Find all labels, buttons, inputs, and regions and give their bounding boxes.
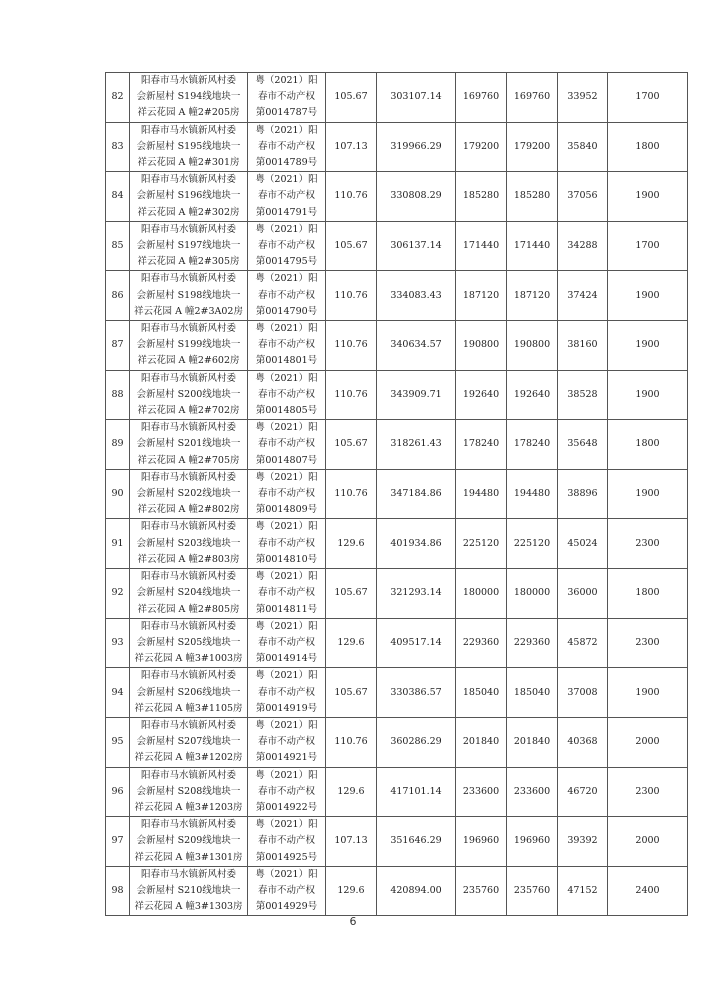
property-location-cell [130, 569, 248, 619]
certificate-cell [248, 221, 326, 271]
deposit-cell: 46720 [558, 767, 608, 817]
property-location-cell [130, 469, 248, 519]
area-cell: 110.76 [326, 321, 377, 371]
certificate-cell-line: 春市不动产权 [257, 884, 315, 896]
price-cell: 185280 [507, 172, 558, 222]
row-number-cell: 94 [106, 668, 130, 718]
table-row [106, 122, 688, 172]
certificate-cell-line: 春市不动产权 [257, 388, 315, 400]
price-cell: 196960 [507, 817, 558, 867]
certificate-cell [248, 866, 326, 916]
row-number-cell: 95 [106, 717, 130, 767]
table-row [106, 420, 688, 470]
value-cell: 334083.43 [377, 271, 456, 321]
certificate-cell-line: 春市不动产权 [257, 835, 315, 847]
property-location-cell-line: 阳春市马水镇新风村委 [140, 124, 236, 136]
area-cell: 129.6 [326, 767, 377, 817]
table-row [106, 469, 688, 519]
increment-cell: 1800 [608, 420, 688, 470]
price-cell: 187120 [507, 271, 558, 321]
property-location-cell-line: 会新屋村 S201线地块一 [136, 438, 241, 450]
price-cell: 178240 [507, 420, 558, 470]
area-cell: 129.6 [326, 519, 377, 569]
table-row [106, 519, 688, 569]
property-listing-table [105, 72, 688, 916]
value-cell: 330808.29 [377, 172, 456, 222]
price-cell: 192640 [456, 370, 507, 420]
property-location-cell-line: 会新屋村 S196线地块一 [136, 190, 241, 202]
value-cell: 303107.14 [377, 73, 456, 123]
property-location-cell-line: 会新屋村 S208线地块一 [136, 785, 241, 797]
row-number-cell: 85 [106, 221, 130, 271]
deposit-cell: 38528 [558, 370, 608, 420]
property-location-cell-line: 祥云花园 A 幢3#1003房 [134, 653, 243, 665]
area-cell: 105.67 [326, 420, 377, 470]
property-location-cell-line: 阳春市马水镇新风村委 [140, 521, 236, 533]
price-cell: 171440 [507, 221, 558, 271]
area-cell: 110.76 [326, 271, 377, 321]
row-number-cell: 90 [106, 469, 130, 519]
property-location-cell-line: 会新屋村 S200线地块一 [136, 388, 241, 400]
property-location-cell [130, 767, 248, 817]
property-location-cell [130, 122, 248, 172]
price-cell: 187120 [456, 271, 507, 321]
increment-cell: 2300 [608, 767, 688, 817]
property-location-cell-line: 祥云花园 A 幢2#3A02房 [134, 305, 243, 317]
certificate-cell-line: 春市不动产权 [257, 438, 315, 450]
price-cell: 185040 [507, 668, 558, 718]
property-location-cell [130, 73, 248, 123]
table-row [106, 668, 688, 718]
certificate-cell-line: 粤（2021）阳 [255, 719, 318, 731]
deposit-cell: 40368 [558, 717, 608, 767]
price-cell: 169760 [507, 73, 558, 123]
certificate-cell-line: 春市不动产权 [257, 140, 315, 152]
price-cell: 235760 [456, 866, 507, 916]
price-cell: 190800 [456, 321, 507, 371]
value-cell: 318261.43 [377, 420, 456, 470]
deposit-cell: 37008 [558, 668, 608, 718]
property-location-cell [130, 866, 248, 916]
deposit-cell: 45872 [558, 618, 608, 668]
deposit-cell: 37056 [558, 172, 608, 222]
certificate-cell-line: 春市不动产权 [257, 587, 315, 599]
table-row [106, 817, 688, 867]
certificate-cell-line: 第0014810号 [255, 553, 318, 565]
certificate-cell-line: 粤（2021）阳 [255, 372, 318, 384]
certificate-cell-line: 春市不动产权 [257, 339, 315, 351]
increment-cell: 1900 [608, 469, 688, 519]
row-number-cell: 83 [106, 122, 130, 172]
certificate-cell-line: 第0014795号 [255, 256, 318, 268]
price-cell: 169760 [456, 73, 507, 123]
area-cell: 129.6 [326, 618, 377, 668]
property-location-cell-line: 祥云花园 A 幢2#803房 [137, 553, 240, 565]
property-location-cell [130, 271, 248, 321]
row-number-cell: 82 [106, 73, 130, 123]
property-location-cell [130, 172, 248, 222]
certificate-cell-line: 第0014929号 [255, 901, 318, 913]
deposit-cell: 35648 [558, 420, 608, 470]
property-location-cell-line: 会新屋村 S203线地块一 [136, 537, 241, 549]
property-location-cell-line: 会新屋村 S205线地块一 [136, 636, 241, 648]
price-cell: 190800 [507, 321, 558, 371]
table-row [106, 569, 688, 619]
row-number-cell: 87 [106, 321, 130, 371]
property-location-cell [130, 519, 248, 569]
property-location-cell [130, 668, 248, 718]
price-cell: 185040 [456, 668, 507, 718]
property-location-cell-line: 会新屋村 S197线地块一 [136, 240, 241, 252]
property-location-cell-line: 祥云花园 A 幢2#602房 [137, 355, 240, 367]
certificate-cell-line: 粤（2021）阳 [255, 323, 318, 335]
increment-cell: 1900 [608, 370, 688, 420]
certificate-cell-line: 第0014919号 [255, 702, 318, 714]
property-location-cell-line: 祥云花园 A 幢3#1303房 [134, 901, 243, 913]
price-cell: 233600 [456, 767, 507, 817]
property-location-cell-line: 阳春市马水镇新风村委 [140, 273, 236, 285]
certificate-cell-line: 粤（2021）阳 [255, 620, 318, 632]
certificate-cell-line: 第0014925号 [255, 851, 318, 863]
property-location-cell-line: 祥云花园 A 幢3#1202房 [134, 752, 243, 764]
certificate-cell-line: 第0014791号 [255, 206, 318, 218]
area-cell: 110.76 [326, 469, 377, 519]
certificate-cell-line: 粤（2021）阳 [255, 769, 318, 781]
value-cell: 340634.57 [377, 321, 456, 371]
property-location-cell-line: 会新屋村 S202线地块一 [136, 488, 241, 500]
property-location-cell [130, 618, 248, 668]
certificate-cell-line: 第0014789号 [255, 157, 318, 169]
property-location-cell-line: 阳春市马水镇新风村委 [140, 323, 236, 335]
certificate-cell-line: 第0014787号 [255, 107, 318, 119]
area-cell: 105.67 [326, 73, 377, 123]
certificate-cell-line: 第0014809号 [255, 504, 318, 516]
value-cell: 347184.86 [377, 469, 456, 519]
increment-cell: 2000 [608, 717, 688, 767]
row-number-cell: 88 [106, 370, 130, 420]
deposit-cell: 35840 [558, 122, 608, 172]
row-number-cell: 89 [106, 420, 130, 470]
property-location-cell [130, 370, 248, 420]
property-location-cell [130, 221, 248, 271]
certificate-cell-line: 粤（2021）阳 [255, 571, 318, 583]
row-number-cell: 84 [106, 172, 130, 222]
property-location-cell-line: 祥云花园 A 幢3#1301房 [134, 851, 243, 863]
area-cell: 107.13 [326, 122, 377, 172]
row-number-cell: 92 [106, 569, 130, 619]
property-location-cell-line: 会新屋村 S199线地块一 [136, 339, 241, 351]
certificate-cell [248, 717, 326, 767]
property-location-cell-line: 祥云花园 A 幢2#805房 [137, 603, 240, 615]
table-row [106, 767, 688, 817]
property-location-cell-line: 祥云花园 A 幢2#305房 [137, 256, 240, 268]
certificate-cell-line: 春市不动产权 [257, 289, 315, 301]
area-cell: 107.13 [326, 817, 377, 867]
certificate-cell-line: 春市不动产权 [257, 537, 315, 549]
row-number-cell: 98 [106, 866, 130, 916]
certificate-cell-line: 第0014914号 [255, 653, 318, 665]
price-cell: 194480 [456, 469, 507, 519]
certificate-cell-line: 第0014922号 [255, 801, 318, 813]
row-number-cell: 93 [106, 618, 130, 668]
certificate-cell-line: 粤（2021）阳 [255, 75, 318, 86]
property-location-cell-line: 阳春市马水镇新风村委 [140, 471, 236, 483]
certificate-cell-line: 粤（2021）阳 [255, 174, 318, 186]
certificate-cell [248, 172, 326, 222]
price-cell: 235760 [507, 866, 558, 916]
certificate-cell [248, 73, 326, 123]
property-location-cell-line: 会新屋村 S209线地块一 [136, 835, 241, 847]
property-location-cell [130, 717, 248, 767]
price-cell: 201840 [456, 717, 507, 767]
value-cell: 343909.71 [377, 370, 456, 420]
certificate-cell-line: 第0014790号 [255, 305, 318, 317]
property-location-cell-line: 会新屋村 S207线地块一 [136, 736, 241, 748]
increment-cell: 1700 [608, 221, 688, 271]
certificate-cell-line: 粤（2021）阳 [255, 223, 318, 235]
certificate-cell-line: 春市不动产权 [257, 91, 315, 103]
property-location-cell-line: 会新屋村 S198线地块一 [136, 289, 241, 301]
certificate-cell [248, 618, 326, 668]
table-row [106, 172, 688, 222]
certificate-cell [248, 668, 326, 718]
property-location-cell [130, 420, 248, 470]
row-number-cell: 97 [106, 817, 130, 867]
increment-cell: 1900 [608, 668, 688, 718]
certificate-cell-line: 粤（2021）阳 [255, 273, 318, 285]
row-number-cell: 91 [106, 519, 130, 569]
property-location-cell-line: 阳春市马水镇新风村委 [140, 75, 236, 86]
property-location-cell-line: 祥云花园 A 幢2#705房 [137, 454, 240, 466]
certificate-cell-line: 粤（2021）阳 [255, 124, 318, 136]
property-location-cell-line: 会新屋村 S204线地块一 [136, 587, 241, 599]
deposit-cell: 38160 [558, 321, 608, 371]
price-cell: 180000 [507, 569, 558, 619]
value-cell: 420894.00 [377, 866, 456, 916]
certificate-cell-line: 粤（2021）阳 [255, 819, 318, 831]
value-cell: 417101.14 [377, 767, 456, 817]
property-location-cell-line: 会新屋村 S210线地块一 [136, 884, 241, 896]
deposit-cell: 39392 [558, 817, 608, 867]
area-cell: 105.67 [326, 668, 377, 718]
area-cell: 105.67 [326, 221, 377, 271]
property-location-cell-line: 祥云花园 A 幢2#205房 [137, 107, 240, 119]
price-cell: 196960 [456, 817, 507, 867]
property-location-cell-line: 阳春市马水镇新风村委 [140, 670, 236, 682]
price-cell: 225120 [507, 519, 558, 569]
increment-cell: 1700 [608, 73, 688, 123]
table-row [106, 321, 688, 371]
table-row [106, 618, 688, 668]
table-row [106, 221, 688, 271]
certificate-cell-line: 春市不动产权 [257, 636, 315, 648]
price-cell: 171440 [456, 221, 507, 271]
deposit-cell: 34288 [558, 221, 608, 271]
property-location-cell-line: 阳春市马水镇新风村委 [140, 620, 236, 632]
property-location-cell-line: 祥云花园 A 幢2#702房 [137, 405, 240, 417]
value-cell: 351646.29 [377, 817, 456, 867]
certificate-cell-line: 春市不动产权 [257, 736, 315, 748]
area-cell: 105.67 [326, 569, 377, 619]
property-location-cell-line: 阳春市马水镇新风村委 [140, 372, 236, 384]
value-cell: 360286.29 [377, 717, 456, 767]
certificate-cell-line: 粤（2021）阳 [255, 422, 318, 434]
certificate-cell-line: 粤（2021）阳 [255, 521, 318, 533]
price-cell: 229360 [507, 618, 558, 668]
deposit-cell: 38896 [558, 469, 608, 519]
price-cell: 185280 [456, 172, 507, 222]
value-cell: 306137.14 [377, 221, 456, 271]
price-cell: 194480 [507, 469, 558, 519]
certificate-cell-line: 第0014801号 [255, 355, 318, 367]
row-number-cell: 86 [106, 271, 130, 321]
certificate-cell [248, 122, 326, 172]
certificate-cell-line: 第0014811号 [255, 603, 318, 615]
price-cell: 178240 [456, 420, 507, 470]
increment-cell: 2000 [608, 817, 688, 867]
property-location-cell-line: 阳春市马水镇新风村委 [140, 174, 236, 186]
price-cell: 192640 [507, 370, 558, 420]
certificate-cell [248, 569, 326, 619]
certificate-cell-line: 春市不动产权 [257, 686, 315, 698]
certificate-cell [248, 370, 326, 420]
property-location-cell-line: 会新屋村 S206线地块一 [136, 686, 241, 698]
certificate-cell [248, 420, 326, 470]
table-row [106, 271, 688, 321]
certificate-cell-line: 粤（2021）阳 [255, 471, 318, 483]
price-cell: 179200 [456, 122, 507, 172]
row-number-cell: 96 [106, 767, 130, 817]
property-location-cell-line: 祥云花园 A 幢3#1105房 [134, 702, 243, 714]
certificate-cell-line: 粤（2021）阳 [255, 868, 318, 880]
increment-cell: 2400 [608, 866, 688, 916]
certificate-cell [248, 321, 326, 371]
price-cell: 233600 [507, 767, 558, 817]
table-row [106, 717, 688, 767]
property-location-cell-line: 祥云花园 A 幢2#301房 [137, 157, 240, 169]
property-location-cell [130, 321, 248, 371]
deposit-cell: 45024 [558, 519, 608, 569]
property-location-cell-line: 阳春市马水镇新风村委 [140, 422, 236, 434]
property-location-cell-line: 阳春市马水镇新风村委 [140, 769, 236, 781]
property-location-cell-line: 阳春市马水镇新风村委 [140, 223, 236, 235]
price-cell: 201840 [507, 717, 558, 767]
certificate-cell-line: 第0014807号 [255, 454, 318, 466]
price-cell: 180000 [456, 569, 507, 619]
increment-cell: 1800 [608, 122, 688, 172]
deposit-cell: 37424 [558, 271, 608, 321]
certificate-cell-line: 粤（2021）阳 [255, 670, 318, 682]
increment-cell: 1900 [608, 321, 688, 371]
value-cell: 409517.14 [377, 618, 456, 668]
certificate-cell-line: 第0014805号 [255, 405, 318, 417]
certificate-cell-line: 春市不动产权 [257, 785, 315, 797]
increment-cell: 2300 [608, 519, 688, 569]
certificate-cell-line: 春市不动产权 [257, 240, 315, 252]
certificate-cell-line: 春市不动产权 [257, 488, 315, 500]
certificate-cell-line: 第0014921号 [255, 752, 318, 764]
property-location-cell-line: 祥云花园 A 幢3#1203房 [134, 801, 243, 813]
property-location-cell-line: 会新屋村 S195线地块一 [136, 140, 241, 152]
certificate-cell [248, 469, 326, 519]
value-cell: 321293.14 [377, 569, 456, 619]
value-cell: 330386.57 [377, 668, 456, 718]
increment-cell: 2300 [608, 618, 688, 668]
increment-cell: 1900 [608, 271, 688, 321]
value-cell: 319966.29 [377, 122, 456, 172]
page-number: 6 [349, 915, 357, 928]
property-location-cell-line: 会新屋村 S194线地块一 [136, 91, 241, 103]
property-location-cell-line: 阳春市马水镇新风村委 [140, 819, 236, 831]
area-cell: 129.6 [326, 866, 377, 916]
increment-cell: 1800 [608, 569, 688, 619]
deposit-cell: 36000 [558, 569, 608, 619]
table-row [106, 866, 688, 916]
property-location-cell-line: 祥云花园 A 幢2#802房 [137, 504, 240, 516]
certificate-cell [248, 767, 326, 817]
increment-cell: 1900 [608, 172, 688, 222]
property-location-cell-line: 阳春市马水镇新风村委 [140, 571, 236, 583]
table-row [106, 73, 688, 123]
certificate-cell [248, 271, 326, 321]
certificate-cell-line: 春市不动产权 [257, 190, 315, 202]
property-location-cell [130, 817, 248, 867]
property-location-cell-line: 阳春市马水镇新风村委 [140, 868, 236, 880]
table-row [106, 370, 688, 420]
certificate-cell [248, 817, 326, 867]
property-location-cell-line: 祥云花园 A 幢2#302房 [137, 206, 240, 218]
value-cell: 401934.86 [377, 519, 456, 569]
area-cell: 110.76 [326, 717, 377, 767]
price-cell: 179200 [507, 122, 558, 172]
deposit-cell: 33952 [558, 73, 608, 123]
price-cell: 225120 [456, 519, 507, 569]
property-location-cell-line: 阳春市马水镇新风村委 [140, 719, 236, 731]
certificate-cell [248, 519, 326, 569]
deposit-cell: 47152 [558, 866, 608, 916]
area-cell: 110.76 [326, 172, 377, 222]
price-cell: 229360 [456, 618, 507, 668]
area-cell: 110.76 [326, 370, 377, 420]
